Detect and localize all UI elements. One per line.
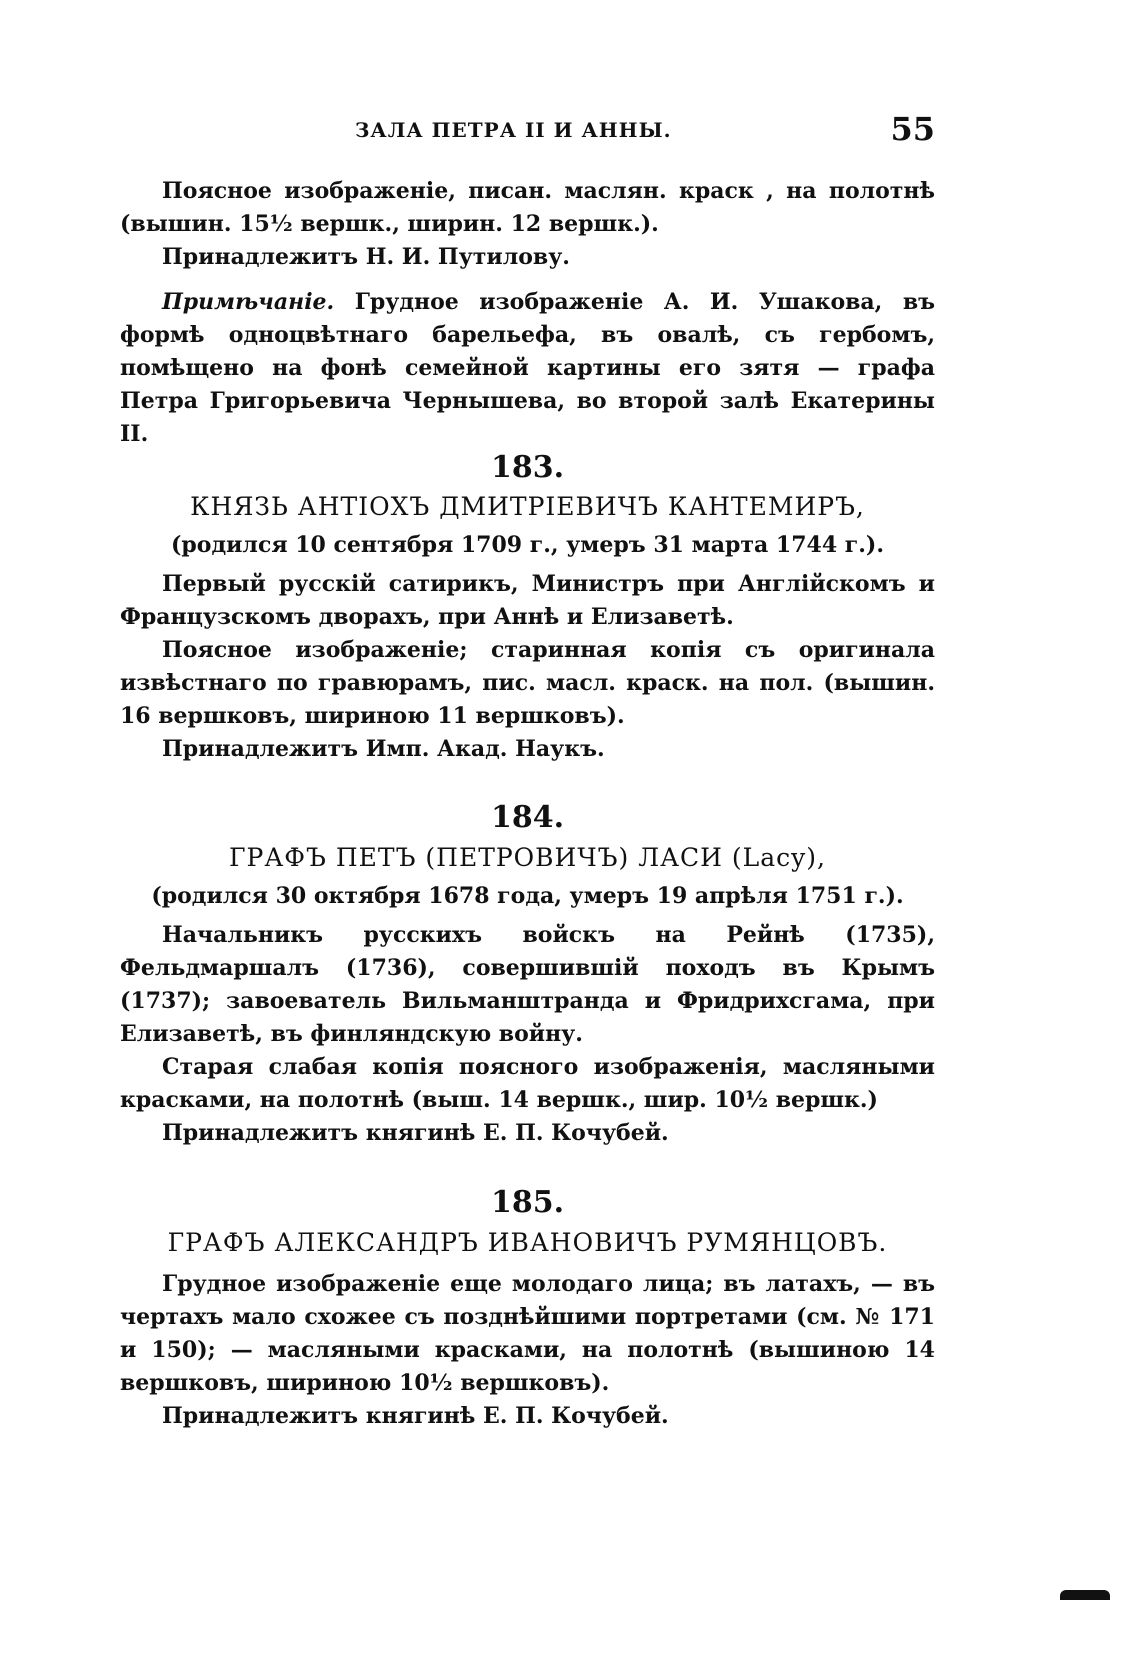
ink-blot (1060, 1590, 1110, 1600)
entry-185-body (120, 1268, 935, 1433)
entry-184-number: 184. (490, 800, 565, 835)
running-head: ЗАЛА ПЕТРА II И АННЫ. (355, 118, 672, 142)
entry-184-owner: Принадлежитъ княгинѣ Е. П. Кочубей. (162, 1120, 669, 1146)
note-text: Грудное изображеніе А. И. Ушакова, въ формѣ одноцвѣтнаго барельефа, въ овалѣ, съ гербомъ, помѣщено на фонѣ семейной картины его зятя — графа Петра Григорьевича Чернышева, во второй залѣ Екатерины II. (120, 289, 935, 447)
entry-184-description: Старая слабая копія поясного изображенія, масляными красками, на полотнѣ (выш. 14 вершк., шир. 10½ вершк.) (120, 1054, 935, 1113)
entry-184-dates: (родился 30 октября 1678 года, умеръ 19 апрѣля 1751 г.). (151, 883, 904, 909)
entry-183-number: 183. (490, 450, 565, 485)
entry-184-bio: Начальникъ русскихъ войскъ на Рейнѣ (1735), Фельдмаршалъ (1736), совершившій походъ въ Крымъ (1737); завоеватель Вильманштранда и Фридрихсгама, при Елизаветѣ, въ финляндскую войну. (120, 922, 935, 1047)
entry-183-description: Поясное изображеніе; старинная копія съ оригинала извѣстнаго по гравюрамъ, пис. масл. краск. на пол. (вышин. 16 вершковъ, шириною 11 вершковъ). (120, 637, 935, 729)
entry-183-body (120, 568, 935, 766)
page-number: 55 (890, 110, 935, 148)
entry-184-body (120, 919, 935, 1150)
entry-185-title: ГРАФЪ АЛЕКСАНДРЪ ИВАНОВИЧЪ РУМЯНЦОВЪ. (167, 1228, 888, 1257)
entry-183-bio: Первый русскій сатирикъ, Министръ при Англійскомъ и Французскомъ дворахъ, при Аннѣ и Елизаветѣ. (120, 571, 935, 630)
intro-owner: Принадлежитъ Н. И. Путилову. (162, 244, 570, 270)
note-label: Примѣчаніе. (162, 289, 335, 315)
entry-184-title: ГРАФЪ ПЕТЪ (ПЕТРОВИЧЪ) ЛАСИ (Lacy), (228, 843, 826, 872)
intro-block (120, 175, 935, 451)
page-header (120, 110, 935, 150)
entry-185-description: Грудное изображеніе еще молодаго лица; въ латахъ, — въ чертахъ мало схожее съ позднѣйшими портретами (см. № 171 и 150); — масляными красками, на полотнѣ (вышиною 14 вершковъ, шириною 10½ вершковъ). (120, 1271, 935, 1396)
entry-183-owner: Принадлежитъ Имп. Акад. Наукъ. (162, 736, 605, 762)
intro-description: Поясное изображеніе, писан. маслян. краск , на полотнѣ (вышин. 15½ вершк., ширин. 12 вершк.). (120, 178, 935, 237)
intro-note (120, 286, 935, 451)
entry-183-title: КНЯЗЬ АНТІОХЪ ДМИТРІЕВИЧЪ КАНТЕМИРЪ, (190, 492, 865, 521)
entry-185-owner: Принадлежитъ княгинѣ Е. П. Кочубей. (162, 1403, 669, 1429)
entry-183-dates: (родился 10 сентября 1709 г., умеръ 31 марта 1744 г.). (170, 532, 884, 558)
entry-185-number: 185. (490, 1185, 565, 1220)
